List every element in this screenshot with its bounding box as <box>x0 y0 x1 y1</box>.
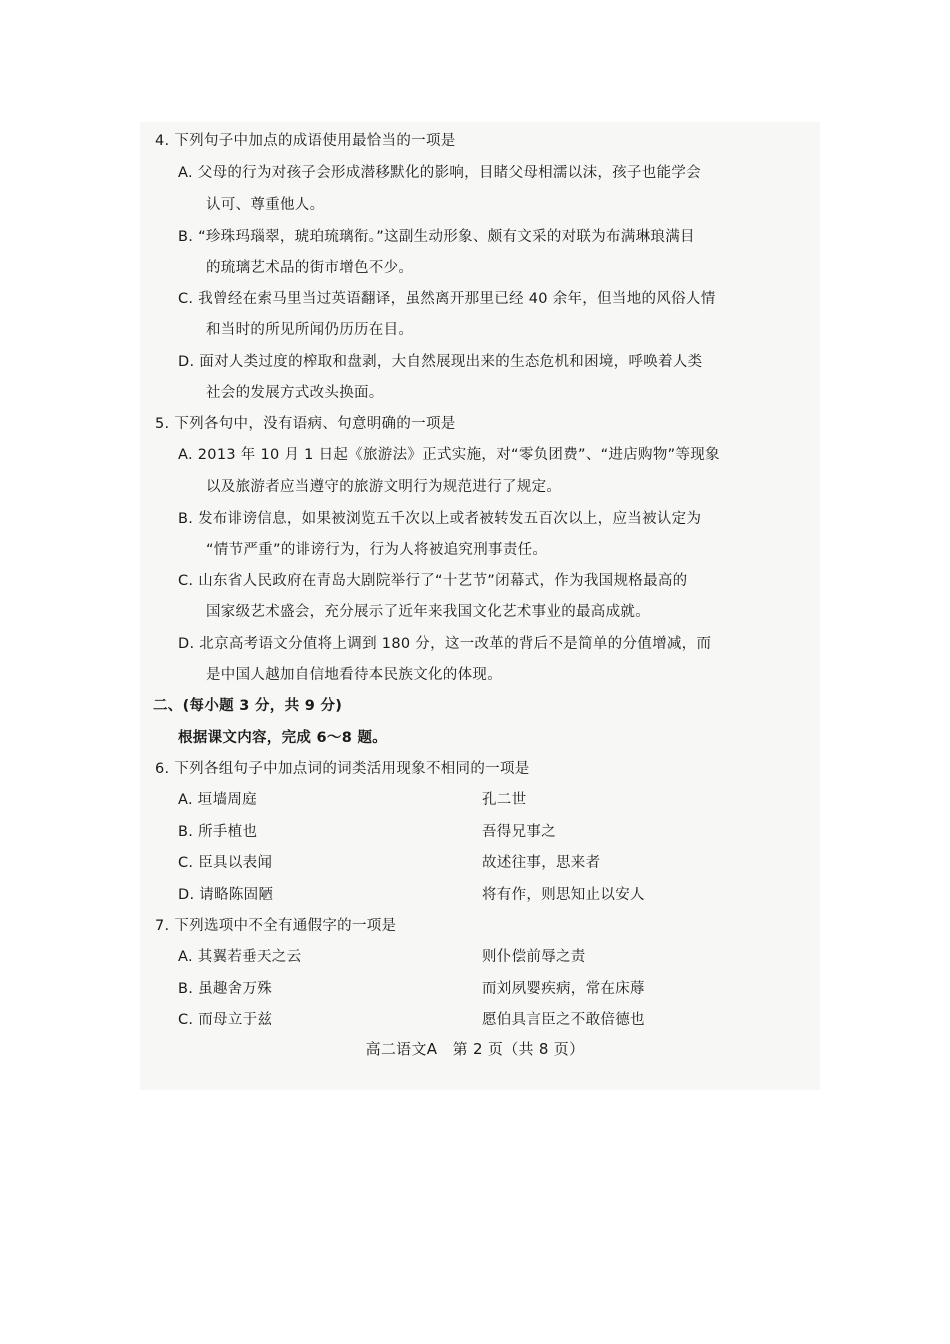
q7-option-c-left: C. 而母立于兹 <box>178 1012 273 1028</box>
q4-option-d-cont: 社会的发展方式改头换面。 <box>206 385 384 401</box>
q6-option-b-left: B. 所手植也 <box>178 824 258 840</box>
q7-option-b-left: B. 虽趣舍万殊 <box>178 981 273 997</box>
q6-option-c-left: C. 臣具以表闻 <box>178 855 273 871</box>
section-2-instruction: 根据课文内容，完成 6～8 题。 <box>178 730 388 746</box>
q6-stem: 6. 下列各组句子中加点词的词类活用现象不相同的一项是 <box>155 761 530 777</box>
q5-option-d: D. 北京高考语文分值将上调到 180 分，这一改革的背后不是简单的分值增减，而 <box>178 636 712 652</box>
q7-option-a-left: A. 其翼若垂天之云 <box>178 949 302 965</box>
q5-option-a-cont: 以及旅游者应当遵守的旅游文明行为规范进行了规定。 <box>206 479 562 495</box>
q4-option-c: C. 我曾经在索马里当过英语翻译，虽然离开那里已经 40 余年，但当地的风俗人情 <box>178 291 716 307</box>
page-footer: 高二语文A 第 2 页（共 8 页） <box>365 1040 585 1058</box>
q7-option-a-right: 则仆偿前辱之责 <box>482 949 586 965</box>
q5-option-c-cont: 国家级艺术盛会，充分展示了近年来我国文化艺术事业的最高成就。 <box>206 604 650 620</box>
q4-option-c-cont: 和当时的所见所闻仍历历在目。 <box>206 322 414 338</box>
q6-option-d-right: 将有作，则思知止以安人 <box>482 887 645 903</box>
q4-option-b-cont: 的琉璃艺术品的街市增色不少。 <box>206 260 414 276</box>
q5-option-a: A. 2013 年 10 月 1 日起《旅游法》正式实施，对“零负团费”、“进店购物”等现象 <box>178 447 720 463</box>
q6-option-d-left: D. 请略陈固陋 <box>178 887 274 903</box>
q4-option-d: D. 面对人类过度的榨取和盘剥，大自然展现出来的生态危机和困境，呼唤着人类 <box>178 354 703 370</box>
q5-stem: 5. 下列各句中，没有语病、句意明确的一项是 <box>155 416 456 432</box>
q4-option-a: A. 父母的行为对孩子会形成潜移默化的影响，目睹父母相濡以沫，孩子也能学会 <box>178 165 701 181</box>
q5-option-b-cont: “情节严重”的诽谤行为，行为人将被追究刑事责任。 <box>206 542 548 558</box>
q4-stem: 4. 下列句子中加点的成语使用最恰当的一项是 <box>155 133 456 149</box>
q6-option-c-right: 故述往事，思来者 <box>482 855 601 871</box>
q7-option-b-right: 而刘夙婴疾病，常在床蓐 <box>482 981 645 997</box>
q6-option-a-right: 孔二世 <box>482 792 527 808</box>
q6-option-b-right: 吾得兄事之 <box>482 824 556 840</box>
q5-option-d-cont: 是中国人越加自信地看待本民族文化的体现。 <box>206 667 502 683</box>
q6-option-a-left: A. 垣墙周庭 <box>178 792 257 808</box>
q4-option-b: B. “珍珠玛瑙翠，琥珀琉璃衔。”这副生动形象、颇有文采的对联为布满琳琅满目 <box>178 229 695 245</box>
q4-option-a-cont: 认可、尊重他人。 <box>206 197 325 213</box>
section-2-header: 二、(每小题 3 分，共 9 分) <box>153 698 343 714</box>
q5-option-c: C. 山东省人民政府在青岛大剧院举行了“十艺节”闭幕式，作为我国规格最高的 <box>178 573 688 589</box>
q7-stem: 7. 下列选项中不全有通假字的一项是 <box>155 918 397 934</box>
q7-option-c-right: 愿伯具言臣之不敢倍德也 <box>482 1012 645 1028</box>
q5-option-b: B. 发布诽谤信息，如果被浏览五千次以上或者被转发五百次以上，应当被认定为 <box>178 511 702 527</box>
